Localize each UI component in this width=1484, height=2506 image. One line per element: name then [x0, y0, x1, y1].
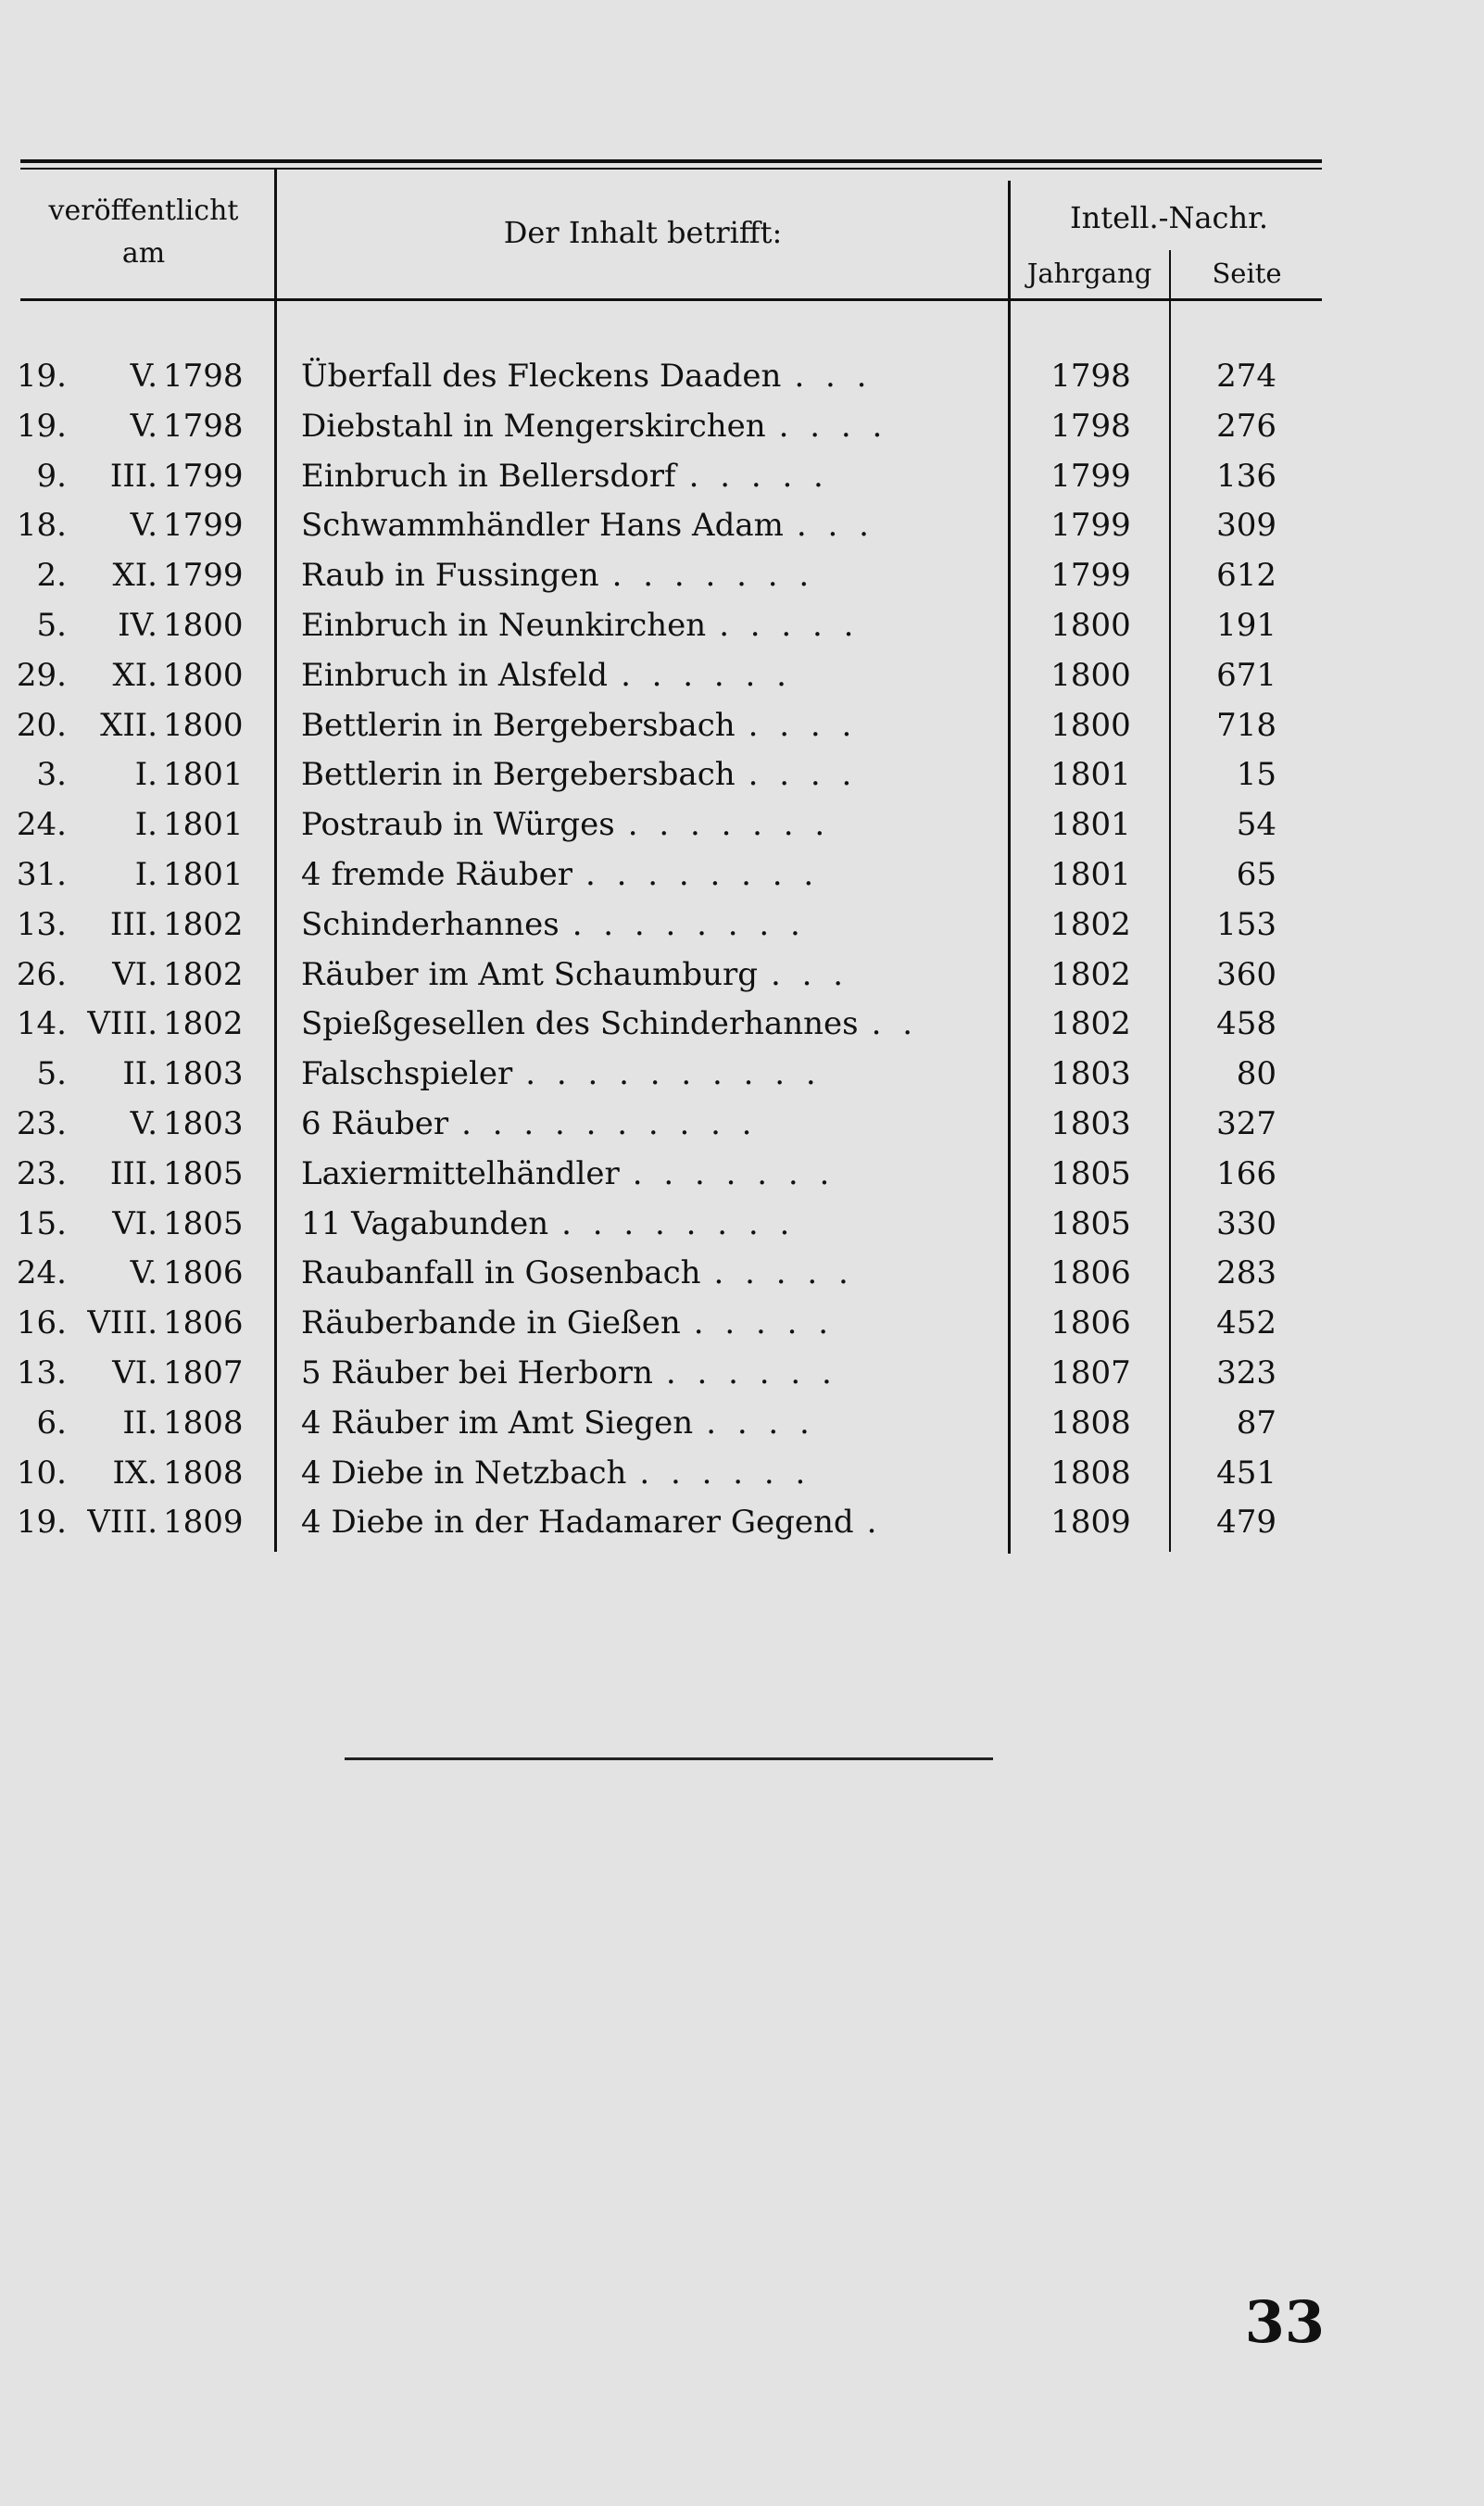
day-cell: 24. — [16, 1254, 67, 1292]
header-year: Jahrgang — [1026, 258, 1152, 289]
seite-cell: 276 — [1216, 407, 1276, 445]
content-cell — [301, 1399, 987, 1449]
seite-cell: 283 — [1216, 1254, 1276, 1292]
year-cell: 1802 — [163, 955, 244, 993]
table-row — [0, 601, 1484, 651]
content-text: Raubanfall in Gosenbach — [301, 1254, 701, 1292]
content-cell — [301, 1050, 987, 1100]
month-cell: I. — [134, 855, 157, 893]
jahrgang-cell: 1798 — [1050, 407, 1131, 445]
day-cell: 18. — [16, 507, 67, 545]
content-text: Bettlerin in Bergebersbach — [301, 706, 736, 744]
leader-dots: . . . . . . . . . . — [525, 1055, 822, 1093]
seite-cell: 166 — [1216, 1154, 1276, 1192]
content-text: 11 Vagabunden — [301, 1204, 549, 1242]
day-cell: 23. — [16, 1154, 67, 1192]
seite-cell: 136 — [1216, 457, 1276, 495]
leader-dots: . . . . . . . — [627, 806, 831, 844]
month-cell: V. — [130, 1104, 157, 1142]
seite-cell: 671 — [1216, 656, 1276, 694]
jahrgang-cell: 1802 — [1050, 905, 1131, 943]
day-cell: 2. — [36, 557, 67, 595]
month-cell: V. — [130, 358, 157, 395]
leader-dots: . . . — [794, 358, 873, 395]
year-cell: 1808 — [163, 1454, 244, 1492]
day-cell: 19. — [16, 1504, 67, 1542]
table-row — [0, 1150, 1484, 1200]
table-row — [0, 750, 1484, 800]
content-text: Laxiermittelhändler — [301, 1154, 620, 1192]
leader-dots: . . . — [771, 955, 849, 993]
month-cell: V. — [130, 1254, 157, 1292]
seite-cell: 718 — [1216, 706, 1276, 744]
leader-dots: . . . . — [748, 706, 858, 744]
day-cell: 26. — [16, 955, 67, 993]
content-cell — [301, 951, 987, 1001]
content-text: Postraub in Würges — [301, 806, 615, 844]
content-cell — [301, 1449, 987, 1499]
year-cell: 1800 — [163, 606, 244, 644]
seite-cell: 452 — [1216, 1304, 1276, 1342]
year-cell: 1800 — [163, 706, 244, 744]
header-intell: Intell.-Nachr. — [1069, 200, 1269, 235]
month-cell: II. — [122, 1404, 157, 1442]
month-cell: IV. — [118, 606, 157, 644]
day-cell: 5. — [36, 606, 67, 644]
year-cell: 1799 — [163, 507, 244, 545]
leader-dots: . . . . . — [713, 1254, 854, 1292]
table-row — [0, 1349, 1484, 1399]
leader-dots: . . . — [796, 507, 874, 545]
jahrgang-cell: 1807 — [1050, 1354, 1131, 1392]
seite-cell: 479 — [1216, 1504, 1276, 1542]
seite-cell: 65 — [1236, 855, 1276, 893]
day-cell: 16. — [16, 1304, 67, 1342]
jahrgang-cell: 1806 — [1050, 1304, 1131, 1342]
table-row — [0, 900, 1484, 951]
content-text: Räuberbande in Gießen — [301, 1304, 681, 1342]
seite-cell: 330 — [1216, 1204, 1276, 1242]
content-cell — [301, 551, 987, 601]
year-cell: 1798 — [163, 358, 244, 395]
content-cell — [301, 1299, 987, 1349]
month-cell: V. — [130, 407, 157, 445]
table-row — [0, 1249, 1484, 1299]
leader-dots: . . . . . . . . — [572, 905, 806, 943]
seite-cell: 360 — [1216, 955, 1276, 993]
month-cell: III. — [109, 1154, 157, 1192]
content-text: Einbruch in Neunkirchen — [301, 606, 707, 644]
month-cell: II. — [122, 1055, 157, 1093]
table-row — [0, 1449, 1484, 1499]
content-cell — [301, 1000, 987, 1050]
content-text: Überfall des Fleckens Daaden — [301, 358, 782, 395]
jahrgang-cell: 1801 — [1050, 806, 1131, 844]
day-cell: 19. — [16, 358, 67, 395]
header-page: Seite — [1212, 258, 1282, 289]
table-row — [0, 951, 1484, 1001]
content-cell — [301, 1150, 987, 1200]
seite-cell: 451 — [1216, 1454, 1276, 1492]
table-row — [0, 651, 1484, 701]
table-row — [0, 701, 1484, 751]
day-cell: 19. — [16, 407, 67, 445]
jahrgang-cell: 1808 — [1050, 1404, 1131, 1442]
table-row — [0, 551, 1484, 601]
jahrgang-cell: 1802 — [1050, 955, 1131, 993]
jahrgang-cell: 1805 — [1050, 1154, 1131, 1192]
day-cell: 5. — [36, 1055, 67, 1093]
day-cell: 13. — [16, 1354, 67, 1392]
seite-cell: 153 — [1216, 905, 1276, 943]
seite-cell: 458 — [1216, 1005, 1276, 1043]
day-cell: 20. — [16, 706, 67, 744]
year-cell: 1809 — [163, 1504, 244, 1542]
month-cell: IX. — [112, 1454, 157, 1492]
month-cell: VI. — [112, 1354, 157, 1392]
leader-dots: . . . . . — [693, 1304, 835, 1342]
content-cell — [301, 1249, 987, 1299]
content-text: 5 Räuber bei Herborn — [301, 1354, 653, 1392]
table-body — [0, 352, 1484, 1548]
table-row — [0, 452, 1484, 502]
page-number: 33 — [1244, 2288, 1325, 2356]
content-cell — [301, 900, 987, 951]
content-cell — [301, 1498, 987, 1548]
table-row — [0, 1000, 1484, 1050]
content-text: Spießgesellen des Schinderhannes — [301, 1005, 859, 1043]
leader-dots: . . . . . . . . — [585, 855, 820, 893]
table-row — [0, 850, 1484, 900]
month-cell: III. — [109, 457, 157, 495]
content-text: Diebstahl in Mengerskirchen — [301, 407, 766, 445]
year-cell: 1808 — [163, 1404, 244, 1442]
leader-dots: . . . . . — [688, 457, 829, 495]
content-cell — [301, 850, 987, 900]
seite-cell: 54 — [1236, 806, 1276, 844]
month-cell: VIII. — [87, 1304, 157, 1342]
day-cell: 9. — [36, 457, 67, 495]
day-cell: 3. — [36, 756, 67, 794]
content-text: 4 Räuber im Amt Siegen — [301, 1404, 694, 1442]
month-cell: I. — [134, 806, 157, 844]
content-cell — [301, 800, 987, 850]
jahrgang-cell: 1809 — [1050, 1504, 1131, 1542]
leader-dots: . . . . — [706, 1404, 815, 1442]
month-cell: XI. — [112, 656, 157, 694]
leader-dots: . . . . . . — [665, 1354, 837, 1392]
day-cell: 13. — [16, 905, 67, 943]
year-cell: 1801 — [163, 806, 244, 844]
year-cell: 1805 — [163, 1204, 244, 1242]
jahrgang-cell: 1799 — [1050, 557, 1131, 595]
day-cell: 31. — [16, 855, 67, 893]
table-row — [0, 1100, 1484, 1150]
seite-cell: 80 — [1236, 1055, 1276, 1093]
table-row — [0, 402, 1484, 452]
header-content: Der Inhalt betrifft: — [503, 215, 783, 250]
content-text: Falschspieler — [301, 1055, 513, 1093]
content-cell — [301, 701, 987, 751]
month-cell: VI. — [112, 955, 157, 993]
month-cell: I. — [134, 756, 157, 794]
content-cell — [301, 651, 987, 701]
year-cell: 1803 — [163, 1104, 244, 1142]
year-cell: 1805 — [163, 1154, 244, 1192]
jahrgang-cell: 1800 — [1050, 606, 1131, 644]
day-cell: 10. — [16, 1454, 67, 1492]
content-text: Bettlerin in Bergebersbach — [301, 756, 736, 794]
jahrgang-cell: 1798 — [1050, 358, 1131, 395]
jahrgang-cell: 1808 — [1050, 1454, 1131, 1492]
day-cell: 29. — [16, 656, 67, 694]
month-cell: III. — [109, 905, 157, 943]
content-cell — [301, 601, 987, 651]
year-cell: 1802 — [163, 905, 244, 943]
seite-cell: 309 — [1216, 507, 1276, 545]
table-row — [0, 1050, 1484, 1100]
top-rule-thick — [20, 159, 1322, 163]
bottom-rule — [345, 1757, 993, 1760]
jahrgang-cell: 1803 — [1050, 1055, 1131, 1093]
leader-dots: . . . . . . — [621, 656, 792, 694]
jahrgang-cell: 1803 — [1050, 1104, 1131, 1142]
day-cell: 24. — [16, 806, 67, 844]
content-text: 4 fremde Räuber — [301, 855, 573, 893]
leader-dots: . . . . . . — [639, 1454, 811, 1492]
content-cell — [301, 1100, 987, 1150]
month-cell: V. — [130, 507, 157, 545]
seite-cell: 15 — [1236, 756, 1276, 794]
content-text: Schwammhändler Hans Adam — [301, 507, 784, 545]
year-cell: 1802 — [163, 1005, 244, 1043]
year-cell: 1799 — [163, 557, 244, 595]
table-row — [0, 800, 1484, 850]
year-cell: 1806 — [163, 1304, 244, 1342]
leader-dots: . . . . . . . — [632, 1154, 836, 1192]
jahrgang-cell: 1799 — [1050, 457, 1131, 495]
content-text: 4 Diebe in Netzbach — [301, 1454, 627, 1492]
month-cell: VIII. — [87, 1005, 157, 1043]
jahrgang-cell: 1801 — [1050, 855, 1131, 893]
table-row — [0, 1200, 1484, 1250]
content-cell — [301, 352, 987, 402]
content-text: Räuber im Amt Schaumburg — [301, 955, 758, 993]
leader-dots: . . . . . . . — [611, 557, 815, 595]
header-rule — [20, 298, 1322, 301]
year-cell: 1803 — [163, 1055, 244, 1093]
year-cell: 1800 — [163, 656, 244, 694]
leader-dots: . . . . . . . . . . — [461, 1104, 758, 1142]
seite-cell: 327 — [1216, 1104, 1276, 1142]
jahrgang-cell: 1800 — [1050, 656, 1131, 694]
content-cell — [301, 501, 987, 551]
content-text: 4 Diebe in der Hadamarer Gegend — [301, 1504, 854, 1542]
year-cell: 1798 — [163, 407, 244, 445]
content-cell — [301, 750, 987, 800]
month-cell: XI. — [112, 557, 157, 595]
jahrgang-cell: 1806 — [1050, 1254, 1131, 1292]
leader-dots: . . . . — [748, 756, 858, 794]
content-cell — [301, 1349, 987, 1399]
content-text: Raub in Fussingen — [301, 557, 599, 595]
content-text: 6 Räuber — [301, 1104, 449, 1142]
day-cell: 15. — [16, 1204, 67, 1242]
jahrgang-cell: 1802 — [1050, 1005, 1131, 1043]
day-cell: 14. — [16, 1005, 67, 1043]
leader-dots: . . . . . — [719, 606, 860, 644]
table-row — [0, 1299, 1484, 1349]
jahrgang-cell: 1801 — [1050, 756, 1131, 794]
jahrgang-cell: 1805 — [1050, 1204, 1131, 1242]
month-cell: VI. — [112, 1204, 157, 1242]
content-text: Schinderhannes — [301, 905, 560, 943]
leader-dots: . — [866, 1504, 883, 1542]
seite-cell: 274 — [1216, 358, 1276, 395]
day-cell: 6. — [36, 1404, 67, 1442]
day-cell: 23. — [16, 1104, 67, 1142]
jahrgang-cell: 1799 — [1050, 507, 1131, 545]
jahrgang-cell: 1800 — [1050, 706, 1131, 744]
seite-cell: 612 — [1216, 557, 1276, 595]
content-text: Einbruch in Bellersdorf — [301, 457, 676, 495]
leader-dots: . . . . — [778, 407, 888, 445]
table-row — [0, 501, 1484, 551]
year-cell: 1801 — [163, 855, 244, 893]
leader-dots: . . . . . . . . — [561, 1204, 796, 1242]
header-published: veröffentlicht am — [48, 195, 239, 270]
leader-dots: . . — [871, 1005, 919, 1043]
month-cell: XII. — [100, 706, 157, 744]
month-cell: VIII. — [87, 1504, 157, 1542]
content-text: Einbruch in Alsfeld — [301, 656, 609, 694]
year-cell: 1806 — [163, 1254, 244, 1292]
content-cell — [301, 452, 987, 502]
table-row — [0, 1399, 1484, 1449]
content-cell — [301, 1200, 987, 1250]
seite-cell: 323 — [1216, 1354, 1276, 1392]
table-row — [0, 352, 1484, 402]
year-cell: 1807 — [163, 1354, 244, 1392]
year-cell: 1799 — [163, 457, 244, 495]
content-cell — [301, 402, 987, 452]
seite-cell: 191 — [1216, 606, 1276, 644]
year-cell: 1801 — [163, 756, 244, 794]
table-row — [0, 1498, 1484, 1548]
seite-cell: 87 — [1236, 1404, 1276, 1442]
top-rule-thin — [20, 168, 1322, 170]
